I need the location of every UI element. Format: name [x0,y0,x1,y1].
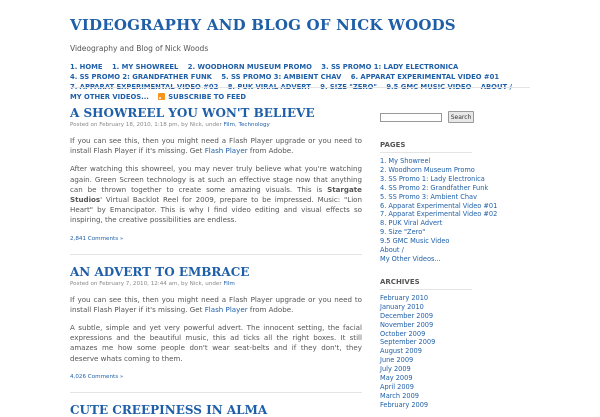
post-divider [70,392,362,393]
paragraph-text: If you can see this, then you might need a Flash Player upgrade or you need to install Flash Player if it's missing. Get [70,136,362,156]
main-navigation [70,62,530,102]
archive-link[interactable]: April 2009 [380,382,414,391]
archives-list [380,294,530,410]
post [70,403,362,417]
archive-link[interactable]: March 2009 [380,391,419,400]
sidebar [380,111,530,410]
comments-link[interactable]: 4,026 Comments » [70,373,124,380]
page-link-ss-promo-1[interactable]: 3. SS Promo 1: Lady Electronica [380,174,485,183]
flash-notice [70,295,362,315]
nav-item-ss-promo-2[interactable]: 4. SS PROMO 2: GRANDFATHER FUNK [70,73,212,81]
archive-link[interactable]: February 2010 [380,293,429,302]
nav-item-size-zero[interactable]: 9. SIZE "ZERO" [320,83,377,91]
archive-link[interactable]: June 2009 [380,356,414,365]
page-link-ss-promo-3[interactable]: 5. SS Promo 3: Ambient Chav [380,192,477,201]
archive-link[interactable]: July 2009 [380,365,411,374]
page-link-about[interactable]: About / [380,246,404,255]
archive-link[interactable]: November 2009 [380,320,434,329]
page-link-woodhorn[interactable]: 2. Woodhorn Museum Promo [380,165,475,174]
nav-item-other-videos[interactable]: MY OTHER VIDEOS... [70,93,149,101]
paragraph-text: from Adobe. [247,146,294,156]
search-input[interactable] [380,113,442,122]
nav-item-subscribe[interactable] [158,93,246,101]
page-link-showreel[interactable]: 1. My Showreel [380,157,431,165]
search-button[interactable]: Search [448,111,474,123]
flash-player-link[interactable]: Flash Player [204,304,248,314]
post-title[interactable]: A SHOWREEL YOU WON'T BELIEVE [70,106,315,120]
nav-item-showreel[interactable]: 1. MY SHOWREEL [111,63,179,71]
bold-text: Stargate Studios [70,184,362,205]
nav-item-about[interactable]: ABOUT / [480,83,512,91]
page-link-puk-advert[interactable]: 8. PUK Viral Advert [380,219,443,228]
post-divider [70,254,362,255]
archive-link[interactable]: September 2009 [380,338,436,347]
archive-link[interactable]: January 2010 [380,302,424,311]
post [70,106,362,242]
pages-heading: PAGES [380,141,472,153]
site-tagline: Videography and Blog of Nick Woods [70,44,209,53]
archive-link[interactable]: February 2009 [380,400,429,409]
paragraph-text: If you can see this, then you might need a Flash Player upgrade or you need to install Flash Player if it's missing. Get [70,294,362,314]
comments-link[interactable]: 2,841 Comments » [70,235,124,242]
post-meta-text: Posted on February 18, 2010, 1:18 pm, by Nick, under [70,122,222,128]
post [70,265,362,380]
archive-link[interactable]: December 2009 [380,311,434,320]
pages-list [380,157,530,264]
archives-heading: ARCHIVES [380,278,472,290]
post-body [70,295,362,364]
archive-link[interactable]: October 2009 [380,329,426,338]
header-divider [70,87,530,88]
page-link-gmc-video[interactable]: 9.5 GMC Music Video [380,237,450,246]
post-meta [70,281,362,287]
post-meta-text: Posted on February 7, 2010, 12:44 am, by Nick, under [70,280,222,287]
nav-item-gmc-video[interactable]: 9.5 GMC MUSIC VIDEO [386,83,472,91]
page-link-apparat-01[interactable]: 6. Apparat Experimental Video #01 [380,201,498,210]
site-header [70,16,550,53]
search-form [380,111,530,123]
post-title[interactable]: CUTE CREEPINESS IN ALMA [70,402,268,417]
flash-player-link[interactable]: Flash Player [204,146,248,156]
page-link-ss-promo-2[interactable]: 4. SS Promo 2: Grandfather Funk [380,183,489,192]
archive-link[interactable]: May 2009 [380,374,413,383]
nav-item-ss-promo-1[interactable]: 3. SS PROMO 1: LADY ELECTRONICA [321,63,459,71]
paragraph-text: ' Virtual Backlot Reel for 2009, prepare to be impressed. Music: "Lion Heart" by Emancipator. This is why I find video editing and visual effects so inspiring, the creative possibilities are endless. [70,195,362,225]
nav-item-home[interactable]: 1. HOME [70,63,103,71]
subscribe-label: SUBSCRIBE TO FEED [168,93,247,101]
nav-item-apparat-02[interactable]: 7. APPARAT EXPERIMENTAL VIDEO #02 [70,83,219,91]
nav-item-woodhorn[interactable]: 2. WOODHORN MUSEUM PROMO [187,63,312,71]
page-link-apparat-02[interactable]: 7. Apparat Experimental Video #02 [380,210,498,219]
post-title[interactable]: AN ADVERT TO EMBRACE [70,264,250,279]
nav-item-puk-advert[interactable]: 8. PUK VIRAL ADVERT [227,83,311,91]
post-meta: Posted on February 18, 2010, 1:18 pm, by Nick, under Film, Technology [70,122,270,128]
category-link[interactable]: Film [223,280,235,287]
paragraph-text: After watching this showreel, you may never truly believe what you're watching again. Green Screen technology is at such an effective stage now that anything can be thrown together to create some amazing visuals. This is [70,164,362,194]
nav-item-ss-promo-3[interactable]: 5. SS PROMO 3: AMBIENT CHAV [221,73,342,81]
site-title[interactable]: VIDEOGRAPHY AND BLOG OF NICK WOODS [70,16,456,34]
category-link[interactable]: Technology [238,122,270,128]
flash-notice [70,136,362,156]
post-body [70,136,362,226]
page-link-size-zero[interactable]: 9. Size "Zero" [380,228,426,237]
page-link-other-videos[interactable]: My Other Videos... [380,254,441,263]
main-content [70,106,362,417]
post-paragraph [70,164,362,225]
category-link[interactable]: Film [223,122,235,128]
rss-feed-icon [158,93,165,100]
archive-link[interactable]: August 2009 [380,347,422,356]
nav-item-apparat-01[interactable]: 6. APPARAT EXPERIMENTAL VIDEO #01 [350,73,500,81]
paragraph-text: from Adobe. [247,304,294,314]
post-paragraph: A subtle, simple and yet very powerful advert. The innocent setting, the facial expressions and the beautiful music, this ad ticks all the right boxes. It still amazes me how some people don't wear seat-belts and if they don't, they deserve whats coming to them. [70,323,362,363]
